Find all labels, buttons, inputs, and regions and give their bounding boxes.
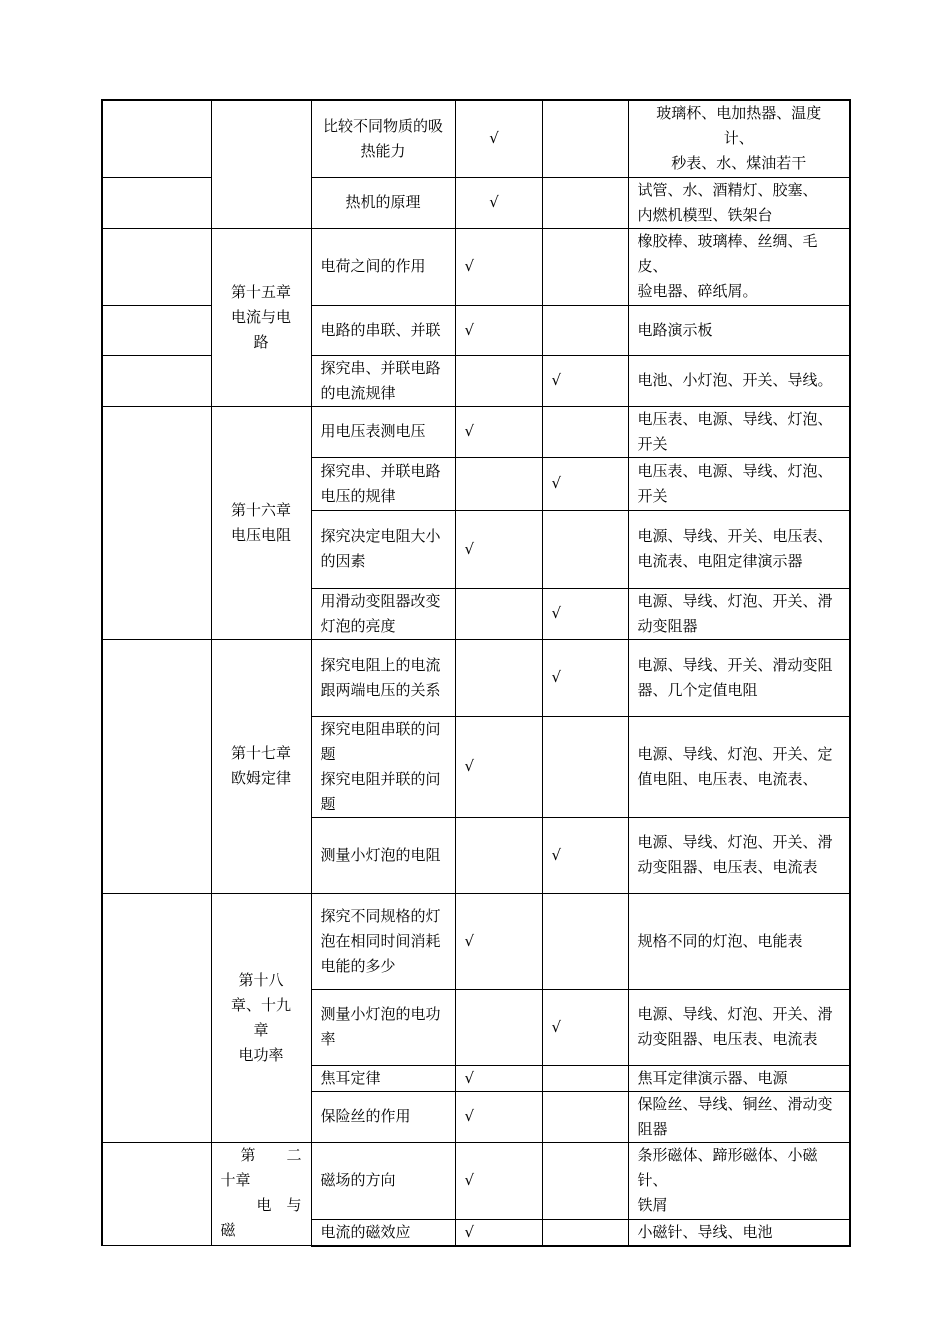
chapter-line: 电流与电 xyxy=(230,307,291,326)
materials-cell: 电压表、电源、导线、灯泡、开关 xyxy=(628,457,850,510)
student-check xyxy=(542,228,628,305)
experiment-name: 热机的原理 xyxy=(311,177,455,228)
blank-cell xyxy=(102,177,211,228)
materials-line: 针、 xyxy=(637,1171,668,1189)
materials-cell: 电源、导线、灯泡、开关、定值电阻、电压表、电流表、 xyxy=(628,716,850,817)
chapter-cell xyxy=(211,228,311,406)
experiment-name: 电流的磁效应 xyxy=(311,1219,455,1246)
materials-line: 验电器、碎纸屑。 xyxy=(637,282,758,300)
blank-cell xyxy=(102,406,211,639)
materials-cell xyxy=(628,177,850,228)
experiment-name: 电路的串联、并联 xyxy=(311,305,455,355)
demo-check: √ xyxy=(455,1091,542,1142)
materials-line: 试管、水、酒精灯、胶塞、 xyxy=(637,180,818,199)
materials-line: 内燃机模型、铁架台 xyxy=(637,205,773,224)
experiment-name: 焦耳定律 xyxy=(311,1065,455,1091)
demo-check xyxy=(455,588,542,639)
experiment-name: 磁场的方向 xyxy=(311,1142,455,1219)
chapter-line: 第十五章 xyxy=(230,282,291,301)
demo-check xyxy=(455,355,542,406)
materials-line: 秒表、水、煤油若干 xyxy=(671,154,807,173)
experiment-table xyxy=(101,99,851,1247)
table-row xyxy=(102,406,850,457)
student-check: √ xyxy=(542,817,628,893)
blank-cell xyxy=(102,893,211,1142)
student-check xyxy=(542,406,628,457)
table-row xyxy=(102,893,850,989)
materials-cell: 电源、导线、开关、滑动变阻器、几个定值电阻 xyxy=(628,639,850,716)
chapter-line: 第十八 xyxy=(238,970,284,989)
demo-check: √ xyxy=(455,228,542,305)
table-row xyxy=(102,1142,850,1219)
chapter-line: 电功率 xyxy=(238,1045,284,1064)
chapter-cell xyxy=(211,100,311,228)
blank-cell xyxy=(102,305,211,355)
student-check xyxy=(542,1219,628,1246)
materials-line: 皮、 xyxy=(637,257,668,275)
experiment-name: 探究串、并联电路电压的规律 xyxy=(311,457,455,510)
chapter-line: 第十七章 xyxy=(230,744,291,762)
experiment-line: 探究电阻串联的问题 xyxy=(320,719,441,763)
experiment-line: 探究电阻并联的问题 xyxy=(320,769,441,813)
blank-cell xyxy=(102,228,211,305)
chapter-cell xyxy=(211,1142,311,1246)
materials-cell: 焦耳定律演示器、电源 xyxy=(628,1065,850,1091)
student-check xyxy=(542,305,628,355)
chapter-line: 路 xyxy=(253,332,269,351)
chapter-line xyxy=(221,1193,302,1218)
student-check xyxy=(542,893,628,989)
experiment-name: 探究不同规格的灯泡在相同时间消耗电能的多少 xyxy=(311,893,455,989)
chapter-line: 第十六章 xyxy=(230,500,291,519)
experiment-name: 探究电阻上的电流跟两端电压的关系 xyxy=(311,639,455,716)
table-row xyxy=(102,639,850,716)
materials-cell xyxy=(628,228,850,305)
demo-check: √ xyxy=(455,510,542,588)
experiment-name: 比较不同物质的吸热能力 xyxy=(311,100,455,177)
student-check: √ xyxy=(542,588,628,639)
chapter-line: 章、十九 xyxy=(230,995,291,1014)
student-check xyxy=(542,1142,628,1219)
chapter-char: 二 xyxy=(286,1145,302,1164)
demo-check: √ xyxy=(455,716,542,817)
demo-check: √ xyxy=(455,305,542,355)
demo-check: √ xyxy=(455,177,542,228)
chapter-line: 磁 xyxy=(220,1220,236,1239)
blank-cell xyxy=(102,639,211,893)
student-check: √ xyxy=(542,639,628,716)
chapter-line: 电压电阻 xyxy=(230,525,291,544)
demo-check: √ xyxy=(455,1219,542,1246)
materials-cell xyxy=(628,100,850,177)
chapter-line xyxy=(221,1143,302,1168)
materials-line: 条形磁体、蹄形磁体、小磁 xyxy=(637,1146,818,1164)
demo-check xyxy=(455,817,542,893)
chapter-char: 与 xyxy=(286,1195,302,1214)
blank-cell xyxy=(102,100,211,177)
experiment-name: 电荷之间的作用 xyxy=(311,228,455,305)
experiment-name: 用电压表测电压 xyxy=(311,406,455,457)
experiment-name: 保险丝的作用 xyxy=(311,1091,455,1142)
materials-cell xyxy=(628,1142,850,1219)
demo-check xyxy=(455,457,542,510)
materials-cell: 电路演示板 xyxy=(628,305,850,355)
student-check xyxy=(542,1091,628,1142)
demo-check xyxy=(455,989,542,1065)
table-row xyxy=(102,100,850,177)
chapter-cell xyxy=(211,639,311,893)
demo-check: √ xyxy=(455,100,542,177)
chapter-cell xyxy=(211,406,311,639)
experiment-name: 探究串、并联电路的电流规律 xyxy=(311,355,455,406)
demo-check: √ xyxy=(455,1142,542,1219)
materials-line: 橡胶棒、玻璃棒、丝绸、毛 xyxy=(637,232,818,250)
blank-cell xyxy=(102,1142,211,1246)
demo-check xyxy=(455,639,542,716)
chapter-line: 欧姆定律 xyxy=(230,769,291,787)
student-check xyxy=(542,177,628,228)
experiment-name: 用滑动变阻器改变灯泡的亮度 xyxy=(311,588,455,639)
materials-cell: 电压表、电源、导线、灯泡、开关 xyxy=(628,406,850,457)
materials-cell: 小磁针、导线、电池 xyxy=(628,1219,850,1246)
experiment-name xyxy=(311,716,455,817)
materials-cell: 电源、导线、灯泡、开关、滑动变阻器 xyxy=(628,588,850,639)
table-row xyxy=(102,228,850,305)
demo-check: √ xyxy=(455,893,542,989)
chapter-line: 章 xyxy=(253,1020,269,1039)
student-check xyxy=(542,1065,628,1091)
chapter-cell xyxy=(211,893,311,1142)
materials-cell: 规格不同的灯泡、电能表 xyxy=(628,893,850,989)
student-check xyxy=(542,510,628,588)
demo-check: √ xyxy=(455,1065,542,1091)
materials-cell: 电源、导线、灯泡、开关、滑动变阻器、电压表、电流表 xyxy=(628,989,850,1065)
materials-cell: 保险丝、导线、铜丝、滑动变阻器 xyxy=(628,1091,850,1142)
demo-check: √ xyxy=(455,406,542,457)
materials-cell: 电源、导线、灯泡、开关、滑动变阻器、电压表、电流表 xyxy=(628,817,850,893)
student-check: √ xyxy=(542,989,628,1065)
materials-line: 铁屑 xyxy=(637,1196,668,1214)
student-check: √ xyxy=(542,457,628,510)
experiment-name: 测量小灯泡的电功率 xyxy=(311,989,455,1065)
materials-cell: 电池、小灯泡、开关、导线。 xyxy=(628,355,850,406)
materials-cell: 电源、导线、开关、电压表、电流表、电阻定律演示器 xyxy=(628,510,850,588)
chapter-line: 十章 xyxy=(220,1170,251,1189)
chapter-char: 电 xyxy=(256,1195,272,1214)
materials-line: 计、 xyxy=(723,129,754,148)
materials-line: 玻璃杯、电加热器、温度 xyxy=(656,104,822,123)
chapter-char: 第 xyxy=(240,1145,256,1164)
student-check xyxy=(542,716,628,817)
student-check: √ xyxy=(542,355,628,406)
experiment-name: 探究决定电阻大小的因素 xyxy=(311,510,455,588)
student-check xyxy=(542,100,628,177)
blank-cell xyxy=(102,355,211,406)
experiment-name: 测量小灯泡的电阻 xyxy=(311,817,455,893)
